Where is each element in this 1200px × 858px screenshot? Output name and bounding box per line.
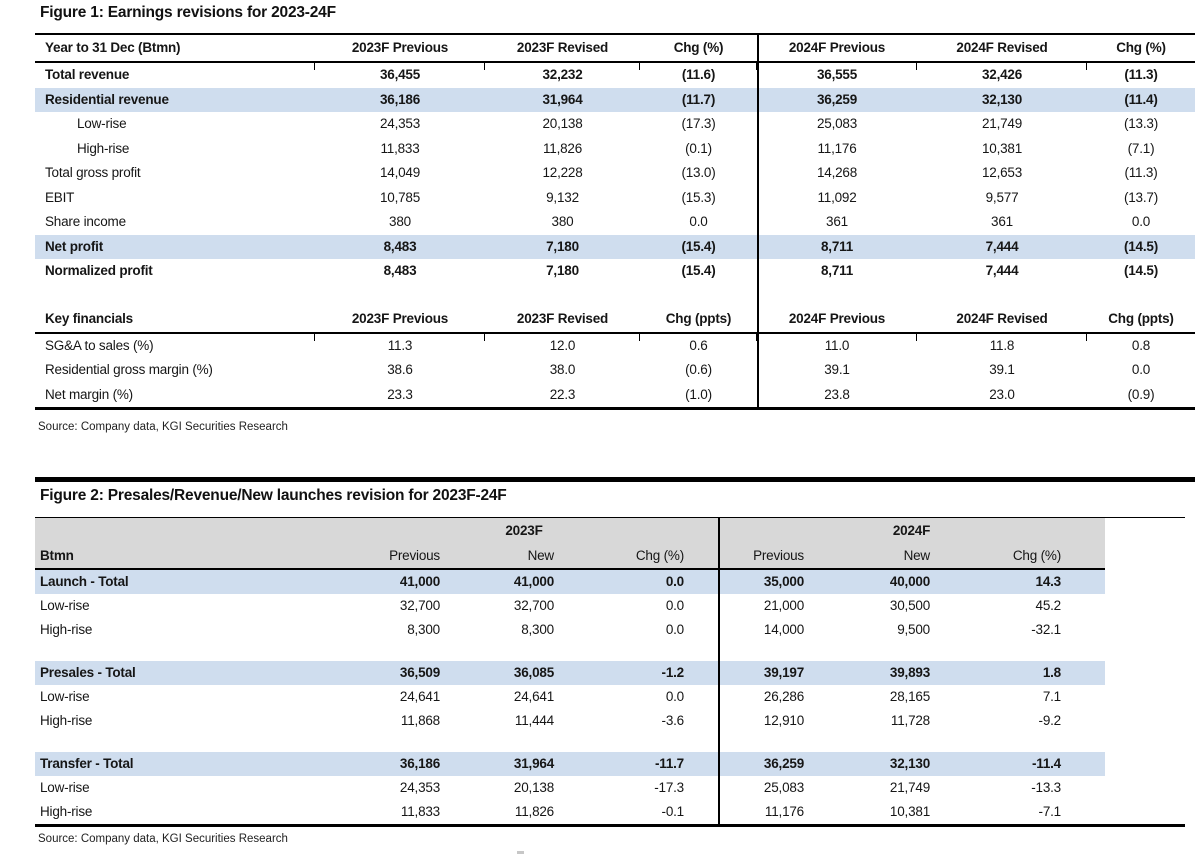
row-label: Low-rise <box>40 598 90 613</box>
row-label: Net margin (%) <box>45 386 133 402</box>
key-financials-row <box>35 383 1195 408</box>
figure2-top-rule <box>35 477 1195 482</box>
value-cell: -11.4 <box>1031 756 1061 771</box>
value-cell: 24,641 <box>513 689 554 704</box>
value-cell: 22.3 <box>549 386 576 402</box>
value-cell: 24,353 <box>399 780 440 795</box>
value-cell: 11.8 <box>989 337 1015 353</box>
value-cell: -9.2 <box>1038 713 1061 728</box>
value-cell: 25,083 <box>816 116 858 131</box>
value-cell: 11,833 <box>380 140 420 156</box>
presales-row <box>35 661 1105 685</box>
value-cell: (11.7) <box>681 91 716 107</box>
header-cell: Chg (%) <box>1087 35 1195 61</box>
value-cell: 20,138 <box>513 780 554 795</box>
value-cell: 23.0 <box>989 386 1015 402</box>
header-cell: Chg (%) <box>635 548 684 563</box>
figure1-earnings-table <box>35 33 1195 410</box>
row-label: Residential gross margin (%) <box>45 362 213 377</box>
header-cell: 2024F Previous <box>757 35 917 61</box>
row-label: Net profit <box>45 238 103 254</box>
key-financials-header-row <box>35 306 1195 334</box>
header-cell: Key financials <box>45 310 133 326</box>
earnings-row <box>35 210 1195 235</box>
value-cell: 8,711 <box>820 263 854 278</box>
value-cell: 0.0 <box>665 622 684 637</box>
value-cell: 21,749 <box>981 116 1023 131</box>
header-cell: Chg (ppts) <box>1087 306 1195 332</box>
year-group-label: 2024F <box>892 523 931 538</box>
earnings-row <box>35 259 1195 284</box>
section-spacer <box>35 284 1195 306</box>
value-cell: 31,964 <box>513 756 554 771</box>
value-cell: 0.0 <box>1131 362 1151 377</box>
year-group-header-row <box>35 518 1105 543</box>
key-financials-row <box>35 334 1195 359</box>
figure2-source-note: Source: Company data, KGI Securities Research <box>38 833 288 845</box>
value-cell: (7.1) <box>1127 140 1155 156</box>
value-cell: 39.1 <box>824 362 850 377</box>
value-cell: 361 <box>991 214 1013 229</box>
value-cell: 8,711 <box>820 238 854 254</box>
value-cell: 10,785 <box>379 189 421 205</box>
value-cell: 41,000 <box>399 574 440 589</box>
value-cell: 32,130 <box>981 91 1023 107</box>
earnings-row <box>35 137 1195 162</box>
presales-row <box>35 618 1105 642</box>
value-cell: 41,000 <box>513 574 554 589</box>
value-cell: 1.8 <box>1042 665 1061 680</box>
value-cell: 7,180 <box>546 238 579 254</box>
value-cell: (0.6) <box>685 362 712 377</box>
scan-artifact <box>517 851 557 854</box>
value-cell: 36,509 <box>399 665 440 680</box>
value-cell: (1.0) <box>685 386 712 402</box>
value-cell: 28,165 <box>889 689 930 704</box>
value-cell: 39,893 <box>889 665 930 680</box>
value-cell: (13.7) <box>1123 189 1159 205</box>
figure2-header-block <box>35 518 1105 570</box>
value-cell: 0.8 <box>1131 337 1151 353</box>
figure2-column-divider <box>718 518 720 824</box>
row-label: Low-rise <box>77 116 127 131</box>
value-cell: 36,455 <box>379 67 421 82</box>
value-cell: 32,426 <box>981 67 1023 82</box>
value-cell: (14.5) <box>1123 238 1159 254</box>
figure1-title: Figure 1: Earnings revisions for 2023-24F <box>40 4 336 21</box>
value-cell: 361 <box>826 214 848 229</box>
header-cell <box>35 518 330 543</box>
value-cell: 11.0 <box>824 337 850 353</box>
row-label: Normalized profit <box>45 263 153 278</box>
value-cell: 24,353 <box>379 116 421 131</box>
value-cell: 40,000 <box>889 574 930 589</box>
value-cell: (0.9) <box>1127 386 1155 402</box>
value-cell: 31,964 <box>542 91 583 107</box>
earnings-row <box>35 161 1195 186</box>
value-cell: 14,000 <box>763 622 804 637</box>
value-cell: 7,180 <box>546 263 579 278</box>
value-cell: 12,228 <box>542 165 583 180</box>
header-cell: New <box>903 548 930 563</box>
value-cell: -7.1 <box>1038 804 1061 819</box>
figure2-title: Figure 2: Presales/Revenue/New launches revision for 2023F-24F <box>40 487 507 504</box>
value-cell: 36,186 <box>379 91 421 107</box>
value-cell: -32.1 <box>1031 622 1061 637</box>
value-cell: 0.0 <box>1131 214 1151 229</box>
value-cell: 45.2 <box>1035 598 1061 613</box>
figure1-table-body <box>35 35 1195 407</box>
value-cell: 7.1 <box>1042 689 1061 704</box>
row-label: Presales - Total <box>40 665 136 680</box>
value-cell: 23.8 <box>824 386 850 402</box>
value-cell: 380 <box>551 214 574 229</box>
column-header-row <box>35 543 1105 568</box>
earnings-row <box>35 235 1195 260</box>
header-cell: Chg (ppts) <box>640 306 757 332</box>
value-cell: 11,176 <box>817 140 857 156</box>
value-cell: 20,138 <box>542 116 583 131</box>
header-cell: Btmn <box>40 548 74 563</box>
value-cell: 32,130 <box>889 756 930 771</box>
header-cell: Year to 31 Dec (Btmn) <box>45 40 181 55</box>
earnings-row <box>35 88 1195 113</box>
value-cell: 21,000 <box>763 598 804 613</box>
header-cell: 2023F Previous <box>315 35 485 61</box>
value-cell: -13.3 <box>1031 780 1061 795</box>
value-cell: (13.0) <box>681 165 716 180</box>
value-cell: 30,500 <box>889 598 930 613</box>
value-cell: 11,176 <box>764 804 804 819</box>
value-cell: 36,259 <box>763 756 804 771</box>
value-cell: 32,700 <box>513 598 554 613</box>
value-cell: 0.0 <box>689 214 708 229</box>
value-cell: 11,826 <box>514 804 554 819</box>
value-cell: 10,381 <box>889 804 930 819</box>
value-cell: 36,555 <box>816 67 858 82</box>
value-cell: 11,728 <box>890 713 930 728</box>
value-cell: 12,653 <box>981 165 1023 180</box>
value-cell: 8,300 <box>407 622 440 637</box>
value-cell: 25,083 <box>763 780 804 795</box>
earnings-row <box>35 63 1195 88</box>
presales-row <box>35 800 1105 824</box>
value-cell: -0.1 <box>661 804 684 819</box>
figure1-source-note: Source: Company data, KGI Securities Research <box>38 421 288 433</box>
group-spacer <box>35 733 1105 752</box>
earnings-row <box>35 112 1195 137</box>
header-cell: Previous <box>753 548 804 563</box>
row-label: High-rise <box>40 713 93 728</box>
value-cell: 35,000 <box>763 574 804 589</box>
value-cell: 14,049 <box>379 165 421 180</box>
value-cell: 23.3 <box>387 386 413 402</box>
value-cell: 24,641 <box>399 689 440 704</box>
value-cell: (14.5) <box>1123 263 1159 278</box>
earnings-row <box>35 186 1195 211</box>
value-cell: (11.6) <box>681 67 716 82</box>
value-cell: 39.1 <box>989 362 1015 377</box>
year-group-label: 2023F <box>505 523 543 538</box>
value-cell: (11.3) <box>1124 165 1158 180</box>
value-cell: 380 <box>389 214 411 229</box>
row-label: Low-rise <box>40 780 90 795</box>
value-cell: 0.0 <box>665 689 684 704</box>
value-cell: -3.6 <box>661 713 684 728</box>
row-label: Total gross profit <box>45 165 141 180</box>
row-label: SG&A to sales (%) <box>45 337 154 353</box>
value-cell: (11.4) <box>1124 91 1158 107</box>
presales-row <box>35 594 1105 618</box>
row-label: High-rise <box>77 140 130 156</box>
row-label: High-rise <box>40 622 93 637</box>
value-cell: 9,577 <box>985 189 1019 205</box>
header-cell: New <box>527 548 554 563</box>
header-cell: 2023F Revised <box>485 35 640 61</box>
value-cell: (13.3) <box>1123 116 1159 131</box>
value-cell: 11.3 <box>387 337 413 353</box>
value-cell: 14,268 <box>816 165 858 180</box>
value-cell: 21,749 <box>889 780 930 795</box>
value-cell: 10,381 <box>981 140 1023 156</box>
value-cell: 11,833 <box>400 804 440 819</box>
presales-row <box>35 709 1105 733</box>
header-cell: 2024F Previous <box>757 306 917 332</box>
value-cell: -17.3 <box>654 780 684 795</box>
value-cell: 8,483 <box>383 238 417 254</box>
value-cell: 36,259 <box>816 91 858 107</box>
value-cell: -11.7 <box>654 756 684 771</box>
row-label: Total revenue <box>45 67 130 82</box>
value-cell: (15.4) <box>681 238 716 254</box>
value-cell: (15.3) <box>681 189 716 205</box>
value-cell: -1.2 <box>661 665 684 680</box>
figure2-table-body <box>35 518 1105 824</box>
row-label: Transfer - Total <box>40 756 134 771</box>
value-cell: 38.6 <box>387 362 413 377</box>
row-label: Residential revenue <box>45 91 169 107</box>
row-label: Low-rise <box>40 689 90 704</box>
key-financials-row <box>35 358 1195 383</box>
figure2-presales-table <box>35 517 1185 827</box>
value-cell: 36,186 <box>399 756 440 771</box>
presales-row <box>35 752 1105 776</box>
value-cell: 38.0 <box>549 362 576 377</box>
value-cell: 11,444 <box>514 713 554 728</box>
value-cell: 12.0 <box>549 337 576 353</box>
value-cell: 8,300 <box>521 622 554 637</box>
value-cell: 8,483 <box>383 263 417 278</box>
presales-row <box>35 570 1105 594</box>
figure2-rows <box>35 570 1105 824</box>
value-cell: 39,197 <box>763 665 804 680</box>
value-cell: 9,132 <box>546 189 579 205</box>
presales-row <box>35 776 1105 800</box>
value-cell: 32,232 <box>542 67 583 82</box>
value-cell: (0.1) <box>685 140 712 156</box>
value-cell: 11,826 <box>542 140 583 156</box>
header-cell: 2023F Revised <box>485 306 640 332</box>
row-label: Launch - Total <box>40 574 129 589</box>
value-cell: 26,286 <box>763 689 804 704</box>
value-cell: (17.3) <box>681 116 716 131</box>
value-cell: 7,444 <box>985 263 1019 278</box>
earnings-header-row <box>35 35 1195 63</box>
value-cell: 11,092 <box>817 189 857 205</box>
value-cell: 11,868 <box>400 713 440 728</box>
group-spacer <box>35 642 1105 661</box>
value-cell: 0.6 <box>689 337 708 353</box>
header-cell: 2023F Previous <box>315 306 485 332</box>
row-label: EBIT <box>45 189 75 205</box>
value-cell: (15.4) <box>681 263 716 278</box>
header-cell: 2024F Revised <box>917 306 1087 332</box>
value-cell: 9,500 <box>897 622 930 637</box>
value-cell: 12,910 <box>763 713 804 728</box>
presales-row <box>35 685 1105 709</box>
header-cell: Previous <box>389 548 440 563</box>
value-cell: 0.0 <box>665 574 684 589</box>
value-cell: 14.3 <box>1035 574 1061 589</box>
value-cell: 32,700 <box>399 598 440 613</box>
header-cell: Chg (%) <box>640 35 757 61</box>
value-cell: 0.0 <box>665 598 684 613</box>
value-cell: (11.3) <box>1124 67 1158 82</box>
value-cell: 7,444 <box>985 238 1019 254</box>
header-cell: 2024F Revised <box>917 35 1087 61</box>
row-label: Share income <box>45 214 126 229</box>
header-cell: Chg (%) <box>1012 548 1061 563</box>
value-cell: 36,085 <box>513 665 554 680</box>
row-label: High-rise <box>40 804 93 819</box>
